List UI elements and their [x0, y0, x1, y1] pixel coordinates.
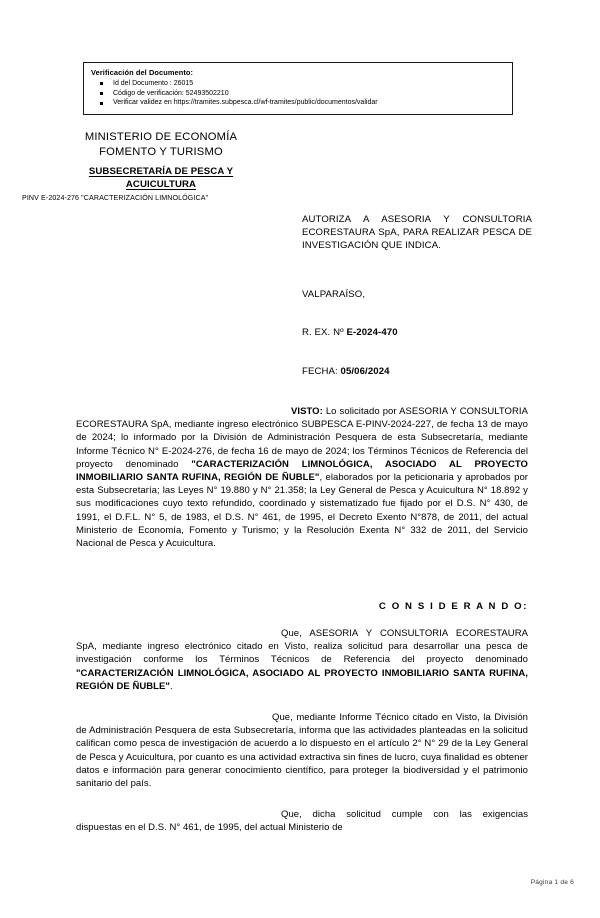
bullet-icon — [100, 102, 103, 105]
list-item — [91, 79, 506, 89]
considerando-heading: C O N S I D E R A N D O: — [378, 601, 528, 612]
verification-box-list — [91, 79, 506, 108]
letterhead — [36, 130, 286, 191]
city-line: VALPARAÍSO, — [302, 289, 366, 300]
list-item — [91, 98, 506, 108]
verification-url: Verificar validez en https://tramites.subpesca.cl/wf-tramites/public/documentos/validar — [113, 99, 378, 107]
subject-block — [302, 213, 532, 253]
bullet-icon — [100, 92, 103, 95]
resolution-number-line — [302, 327, 398, 338]
list-item — [91, 89, 506, 99]
verification-code: Código de verificación: 52493502210 — [113, 89, 229, 97]
ministry-line-2: FOMENTO Y TURISMO — [99, 145, 223, 158]
page-footer: Página 1 de 6 — [530, 879, 574, 886]
c1-text-2: . — [169, 680, 173, 692]
subsecretaria-line-1: SUBSECRETARÍA DE PESCA Y — [88, 166, 234, 177]
considerando-paragraph-3-block — [76, 808, 528, 834]
subject-text: AUTORIZA A ASESORIA Y CONSULTORIA ECORESTAURA SpA, PARA REALIZAR PESCA DE INVESTIGACIÓN QUE INDICA. — [302, 214, 532, 252]
visto-section — [76, 405, 528, 550]
verification-box — [83, 62, 513, 115]
ministry-line-1: MINISTERIO DE ECONOMÍA — [84, 131, 238, 143]
considerando-paragraph-1 — [76, 627, 528, 693]
considerando-paragraph-3 — [76, 808, 528, 834]
visto-project-name: "CARACTERIZACIÓN LIMNOLÓGICA, ASOCIADO AL PROYECTO INMOBILIARIO SANTA RUFINA, REGIÓN DE ÑUBLE" — [76, 458, 528, 484]
resolution-label: R. EX. Nº — [302, 327, 347, 338]
subsecretaria-heading — [36, 165, 286, 191]
c1-text-1: Que, ASESORIA Y CONSULTORIA ECORESTAURA SpA, mediante ingreso electrónico citado en Visto, realiza solicitud para desarrollar una pesca de investigación conforme los Términos Técnicos de Referencia del proyecto denominado — [76, 628, 528, 666]
resolution-number: E-2024-470 — [346, 327, 398, 338]
considerando-paragraph-2-block — [76, 711, 528, 790]
c3-text: Que, dicha solicitud cumple con las exigencias dispuestas en el D.S. N° 461, de 1995, del actual Ministerio de — [76, 809, 528, 834]
bullet-icon — [100, 82, 103, 85]
date-line — [302, 366, 390, 377]
visto-keyword: VISTO: — [291, 406, 323, 417]
visto-text-1: Lo solicitado por ASESORIA Y CONSULTORIA ECORESTAURA SpA, mediante ingreso electrónico SUBPESCA E-PINV-2024-227, de fecha 13 de mayo de 2024; lo informado por la División de Administración Pesquera de esta Subsecretaría, mediante Informe Técnico N° E-2024-276, de fecha 16 de mayo de 2024; los Términos Técnicos de Referencia del proyecto denominado — [76, 406, 528, 470]
visto-paragraph — [76, 405, 528, 550]
project-reference-line: PINV E-2024-276 "CARACTERIZACIÓN LIMNOLÓGICA" — [22, 194, 209, 202]
date-label: FECHA: — [302, 366, 341, 377]
subsecretaria-line-2: ACUICULTURA — [125, 179, 197, 190]
date-value: 05/06/2024 — [340, 366, 390, 377]
visto-text-2: , elaborados por la peticionaria y aprobados por esta Subsecretaría; las Leyes N° 19.880 y N° 21.358; la Ley General de Pesca y Acuicultura N° 18.892 y sus modificaciones cuyo texto refundido, coordinado y sistematizado fue fijado por el D.S. N° 430, de 1991, el D.F.L. N° 5, de 1983, el D.S. N° 461, de 1995, el Decreto Exento N°878, de 2011, del actual Ministerio de Economía, Fomento y Turismo; y la Resolución Exenta N° 332 de 2011, del Servicio Nacional de Pesca y Acuicultura. — [76, 472, 528, 550]
considerando-paragraph-1-block — [76, 627, 528, 693]
c2-text: Que, mediante Informe Técnico citado en Visto, la División de Administración Pesquera de esta Subsecretaría, informa que las actividades planteadas en la solicitud califican como pesca de investigación de acuerdo a lo dispuesto en el artículo 2° N° 29 de la Ley General de Pesca y Acuicultura, por cuanto es una actividad extractiva sin fines de lucro, cuya finalidad es obtener datos e información para generar conocimiento científico, para proteger la biodiversidad y el patrimonio sanitario del país. — [76, 712, 528, 790]
verification-box-title: Verificación del Documento: — [91, 68, 194, 77]
considerando-paragraph-2 — [76, 711, 528, 790]
c1-project-name: "CARACTERIZACIÓN LIMNOLÓGICA, ASOCIADO AL PROYECTO INMOBILIARIO SANTA RUFINA, REGIÓN DE ÑUBLE" — [76, 667, 528, 692]
verification-document-id: Id del Documento : 26015 — [113, 80, 194, 87]
